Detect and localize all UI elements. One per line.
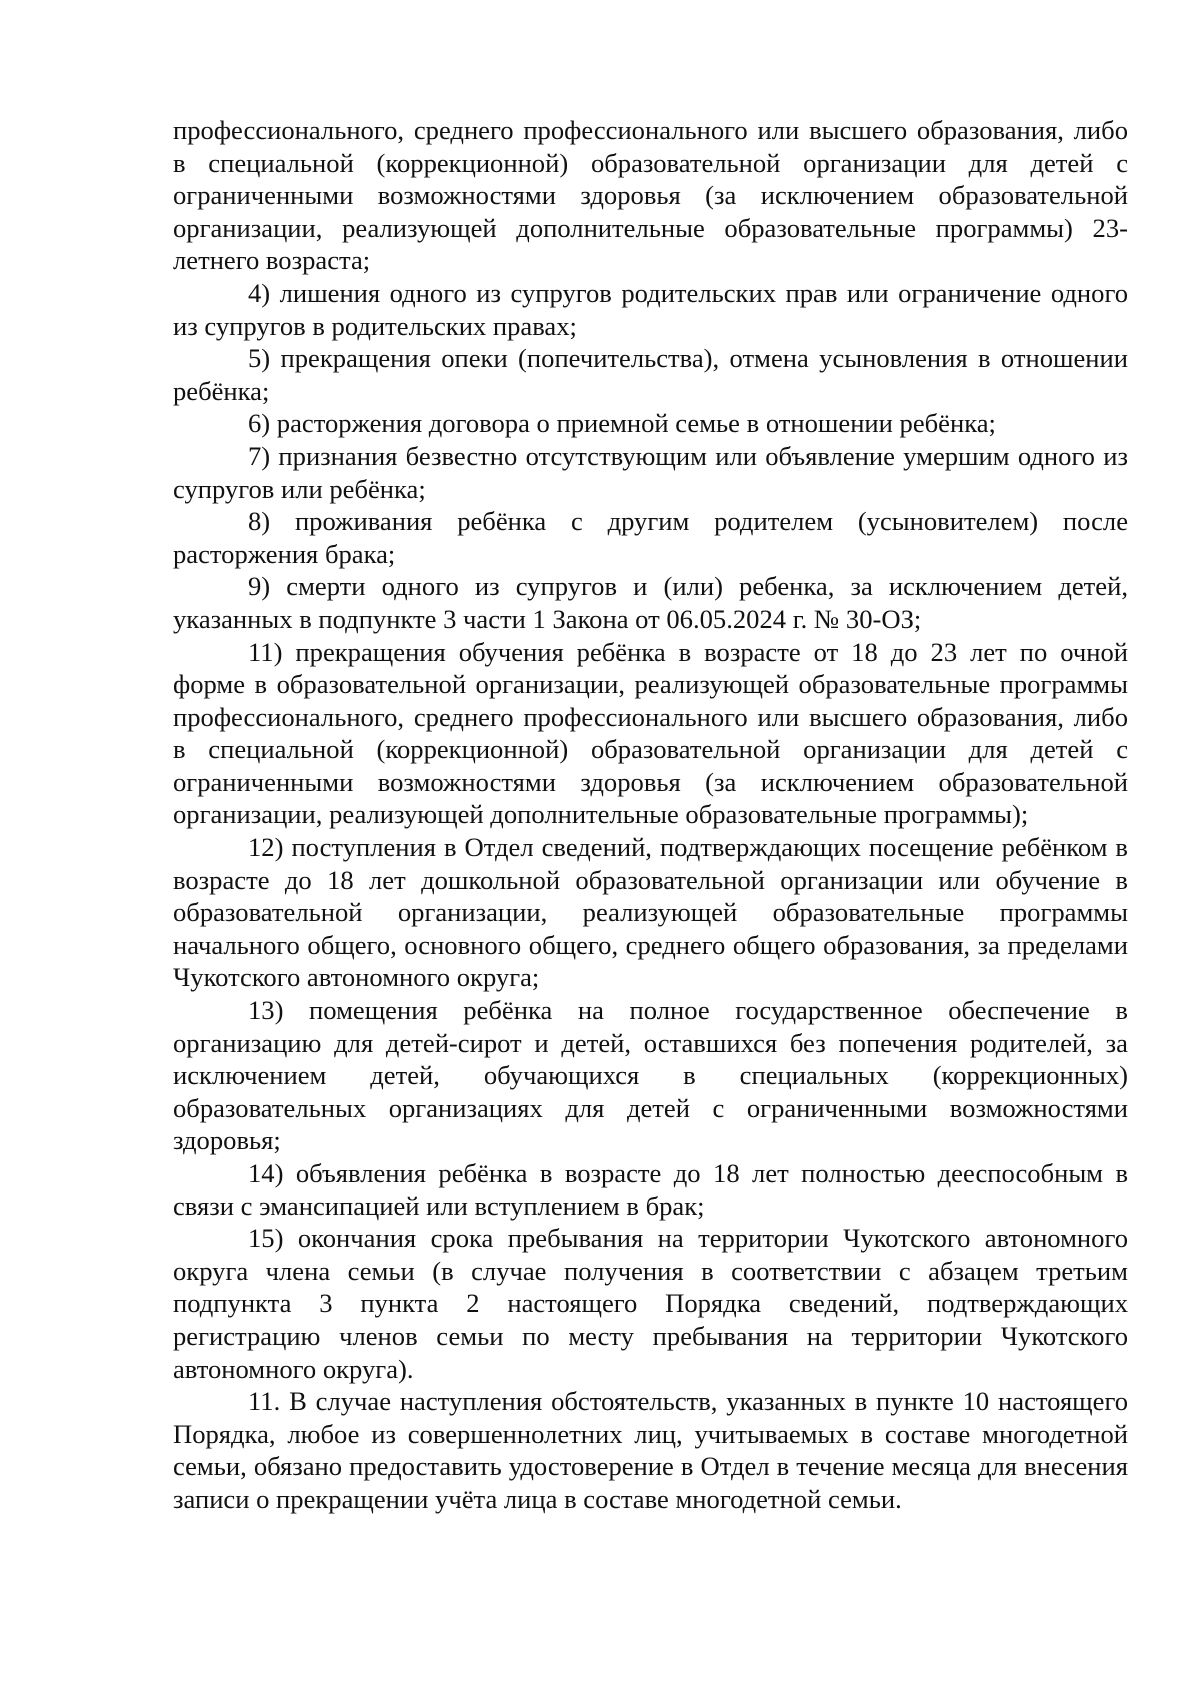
paragraph-item-14: 14) объявления ребёнка в возрасте до 18 лет полностью дееспособным в связи с эмансипацией или вступлением в брак; <box>173 1158 1128 1221</box>
paragraph-item-11: 11) прекращения обучения ребёнка в возрасте от 18 до 23 лет по очной форме в образовательной организации, реализующей образовательные программы профессионального, среднего профессионального или высшего образования, либо в специальной (коррекционной) образовательной организации для детей с ограниченными возможностями здоровья (за исключением образовательной организации, реализующей дополнительные образовательные программы); <box>173 636 1128 830</box>
paragraph-section-11: 11. В случае наступления обстоятельств, указанных в пункте 10 настоящего Порядка, любое из совершеннолетних лиц, учитываемых в составе многодетной семьи, обязано предоставить удостоверение в Отдел в течение месяца для внесения записи о прекращении учёта лица в составе многодетной семьи. <box>173 1386 1128 1514</box>
paragraph-item-4: 4) лишения одного из супругов родительских прав или ограничение одного из супругов в родительских правах; <box>173 277 1128 341</box>
paragraph-item-9: 9) смерти одного из супругов и (или) ребенка, за исключением детей, указанных в подпункте 3 части 1 Закона от 06.05.2024 г. № 30-ОЗ; <box>173 571 1128 634</box>
paragraph-item-13: 13) помещения ребёнка на полное государственное обеспечение в организацию для детей-сирот и детей, оставшихся без попечения родителей, за исключением детей, обучающихся в специальных (коррекционных) образовательных организациях для детей с ограниченными возможностями здоровья; <box>173 995 1128 1156</box>
document-body <box>173 114 1128 1516</box>
paragraph-item-5: 5) прекращения опеки (попечительства), отмена усыновления в отношении ребёнка; <box>173 343 1128 406</box>
paragraph-continuation: профессионального, среднего профессионального или высшего образования, либо в специальной (коррекционной) образовательной организации для детей с ограниченными возможностями здоровья (за исключением образовательной организации, реализующей дополнительные образовательные программы) 23-летнего возраста; <box>173 115 1128 276</box>
paragraph-item-6: 6) расторжения договора о приемной семье в отношении ребёнка; <box>248 408 996 439</box>
paragraph-item-8: 8) проживания ребёнка с другим родителем (усыновителем) после расторжения брака; <box>173 506 1128 569</box>
paragraph-item-7: 7) признания безвестно отсутствующим или объявление умершим одного из супругов или ребёнка; <box>173 440 1128 504</box>
paragraph-item-12: 12) поступления в Отдел сведений, подтверждающих посещение ребёнком в возрасте до 18 лет дошкольной образовательной организации или обучение в образовательной организации, реализующей образовательные программы начального общего, основного общего, среднего общего образования, за пределами Чукотского автономного округа; <box>173 832 1128 993</box>
paragraph-item-15: 15) окончания срока пребывания на территории Чукотского автономного округа члена семьи (в случае получения в соответствии с абзацем третьим подпункта 3 пункта 2 настоящего Порядка сведений, подтверждающих регистрацию членов семьи по месту пребывания на территории Чукотского автономного округа). <box>173 1223 1128 1384</box>
